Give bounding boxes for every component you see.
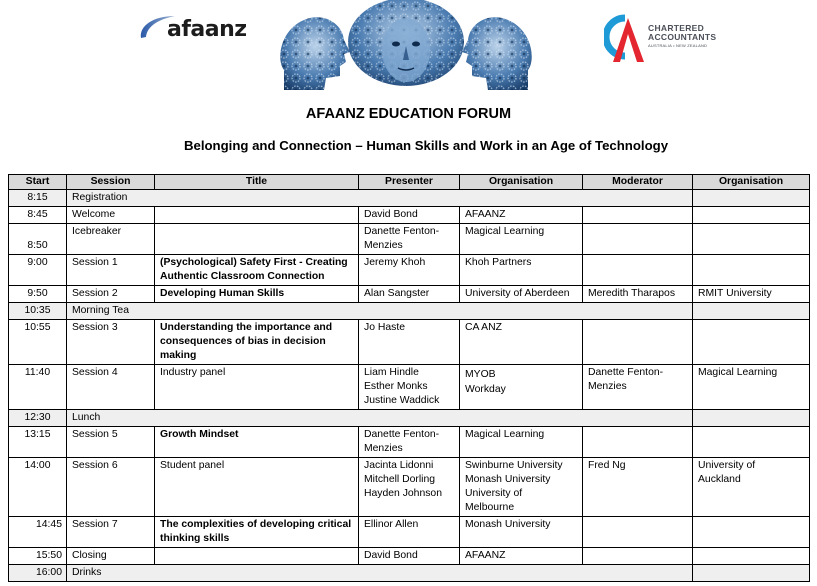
cell-session: Drinks — [67, 565, 693, 582]
cell-mod-org — [693, 255, 810, 286]
cell-start: 8:15 — [9, 190, 67, 207]
afaanz-wordmark: afaanz — [167, 17, 247, 42]
presenter-line: Liam Hindle — [364, 367, 419, 378]
table-row — [9, 548, 810, 565]
cell-title: Industry panel — [155, 365, 359, 410]
cell-title: (Psychological) Safety First - Creating Authentic Classroom Connection — [155, 255, 359, 286]
cell-mod-org — [693, 207, 810, 224]
cell-organisation — [460, 458, 583, 517]
table-row — [9, 458, 810, 517]
cell-session: Registration — [67, 190, 693, 207]
header-moderator: Moderator — [583, 175, 693, 190]
cell-presenter: David Bond — [359, 207, 460, 224]
cell-mod-org — [693, 224, 810, 255]
cell-session: Session 3 — [67, 320, 155, 365]
cell-organisation: AFAANZ — [460, 548, 583, 565]
page-subtitle: Belonging and Connection – Human Skills and Work in an Age of Technology — [183, 138, 669, 153]
table-row — [9, 365, 810, 410]
presenter-line: Danette Fenton- — [364, 226, 440, 237]
organisation-line: University of — [465, 488, 523, 499]
presenter-line: Esther Monks — [364, 381, 428, 392]
cell-title: Developing Human Skills — [155, 286, 359, 303]
mod-org-line: University of — [698, 460, 756, 471]
cell-mod-org: RMIT University — [693, 286, 810, 303]
header-start: Start — [9, 175, 67, 190]
cell-presenter — [359, 458, 460, 517]
header-session: Session — [67, 175, 155, 190]
cell-presenter — [359, 427, 460, 458]
afaanz-logo — [137, 10, 249, 46]
table-row — [9, 410, 810, 427]
ca-mark-icon — [604, 12, 648, 66]
presenter-line: Menzies — [364, 443, 403, 454]
cell-moderator — [583, 255, 693, 286]
cell-organisation: CA ANZ — [460, 320, 583, 365]
table-row — [9, 320, 810, 365]
presenter-line: Mitchell Dorling — [364, 474, 436, 485]
ca-name-line3: AUSTRALIA • NEW ZEALAND — [648, 43, 708, 48]
cell-organisation: Monash University — [460, 517, 583, 548]
cell-start: 9:00 — [9, 255, 67, 286]
cell-start: 10:35 — [9, 303, 67, 320]
cell-session: Session 1 — [67, 255, 155, 286]
cell-organisation: Magical Learning — [460, 224, 583, 255]
cell-moderator — [583, 427, 693, 458]
cell-title: The complexities of developing critical thinking skills — [155, 517, 359, 548]
cell-session: Session 4 — [67, 365, 155, 410]
cell-mod-org — [693, 548, 810, 565]
cell-title — [155, 207, 359, 224]
cell-start: 15:50 — [9, 548, 67, 565]
header-moderator-organisation: Organisation — [693, 175, 810, 190]
presenter-line: Hayden Johnson — [364, 488, 442, 499]
page-title: AFAANZ EDUCATION FORUM — [305, 106, 512, 122]
gear-heads-illustration-icon — [278, 0, 534, 92]
table-header-row — [9, 175, 810, 190]
cell-session: Icebreaker — [67, 224, 155, 255]
cell-session: Session 6 — [67, 458, 155, 517]
organisation-line: Melbourne — [465, 502, 515, 513]
header-title: Title — [155, 175, 359, 190]
cell-mod-org — [693, 320, 810, 365]
cell-moderator — [583, 207, 693, 224]
cell-session: Session 7 — [67, 517, 155, 548]
cell-mod-org: Magical Learning — [693, 365, 810, 410]
cell-mod-org — [693, 303, 810, 320]
organisation-line: Workday — [465, 384, 506, 395]
table-row — [9, 190, 810, 207]
cell-moderator — [583, 548, 693, 565]
table-row — [9, 286, 810, 303]
cell-session: Session 2 — [67, 286, 155, 303]
cell-start: 14:45 — [9, 517, 67, 548]
table-row — [9, 427, 810, 458]
cell-organisation: University of Aberdeen — [460, 286, 583, 303]
ca-name-line2: ACCOUNTANTS — [648, 32, 717, 42]
cell-moderator — [583, 320, 693, 365]
cell-moderator: Meredith Tharapos — [583, 286, 693, 303]
mod-org-line: Auckland — [698, 474, 741, 485]
table-row — [9, 255, 810, 286]
moderator-line: Menzies — [588, 381, 627, 392]
cell-start: 11:40 — [9, 365, 67, 410]
cell-moderator — [583, 224, 693, 255]
chartered-accountants-logo — [604, 12, 724, 66]
table-row — [9, 207, 810, 224]
cell-presenter: Jeremy Khoh — [359, 255, 460, 286]
cell-start: 16:00 — [9, 565, 67, 582]
ca-name-line1: CHARTERED — [648, 23, 705, 33]
cell-session: Lunch — [67, 410, 693, 427]
organisation-line: Swinburne University — [465, 460, 563, 471]
cell-start: 13:15 — [9, 427, 67, 458]
cell-presenter: Alan Sangster — [359, 286, 460, 303]
cell-title: Growth Mindset — [155, 427, 359, 458]
header-presenter: Presenter — [359, 175, 460, 190]
cell-presenter — [359, 365, 460, 410]
cell-mod-org — [693, 410, 810, 427]
cell-organisation — [460, 365, 583, 410]
cell-title — [155, 548, 359, 565]
cell-moderator: Fred Ng — [583, 458, 693, 517]
table-row — [9, 517, 810, 548]
cell-session: Morning Tea — [67, 303, 693, 320]
cell-organisation: AFAANZ — [460, 207, 583, 224]
cell-start: 10:55 — [9, 320, 67, 365]
cell-title: Understanding the importance and consequences of bias in decision making — [155, 320, 359, 365]
moderator-line: Danette Fenton- — [588, 367, 664, 378]
cell-presenter: David Bond — [359, 548, 460, 565]
cell-organisation: Khoh Partners — [460, 255, 583, 286]
cell-session: Closing — [67, 548, 155, 565]
cell-mod-org — [693, 190, 810, 207]
presenter-line: Jacinta Lidonni — [364, 460, 434, 471]
cell-presenter — [359, 224, 460, 255]
header-organisation: Organisation — [460, 175, 583, 190]
cell-presenter: Ellinor Allen — [359, 517, 460, 548]
cell-organisation: Magical Learning — [460, 427, 583, 458]
cell-mod-org — [693, 458, 810, 517]
cell-start: 12:30 — [9, 410, 67, 427]
presenter-line: Justine Waddick — [364, 395, 440, 406]
cell-start: 8:45 — [9, 207, 67, 224]
cell-mod-org — [693, 565, 810, 582]
cell-start: 14:00 — [9, 458, 67, 517]
cell-session: Welcome — [67, 207, 155, 224]
cell-moderator — [583, 517, 693, 548]
presenter-line: Menzies — [364, 240, 403, 251]
organisation-line: Monash University — [465, 474, 551, 485]
presenter-line: Danette Fenton- — [364, 429, 440, 440]
organisation-line: MYOB — [465, 369, 496, 380]
table-row — [9, 565, 810, 582]
cell-mod-org — [693, 517, 810, 548]
cell-presenter: Jo Haste — [359, 320, 460, 365]
cell-session: Session 5 — [67, 427, 155, 458]
table-row — [9, 224, 810, 255]
cell-start: 8:50 — [9, 224, 67, 255]
cell-title: Student panel — [155, 458, 359, 517]
cell-moderator — [583, 365, 693, 410]
cell-start: 9:50 — [9, 286, 67, 303]
schedule-table — [8, 174, 810, 582]
table-row — [9, 303, 810, 320]
cell-mod-org — [693, 427, 810, 458]
cell-title — [155, 224, 359, 255]
